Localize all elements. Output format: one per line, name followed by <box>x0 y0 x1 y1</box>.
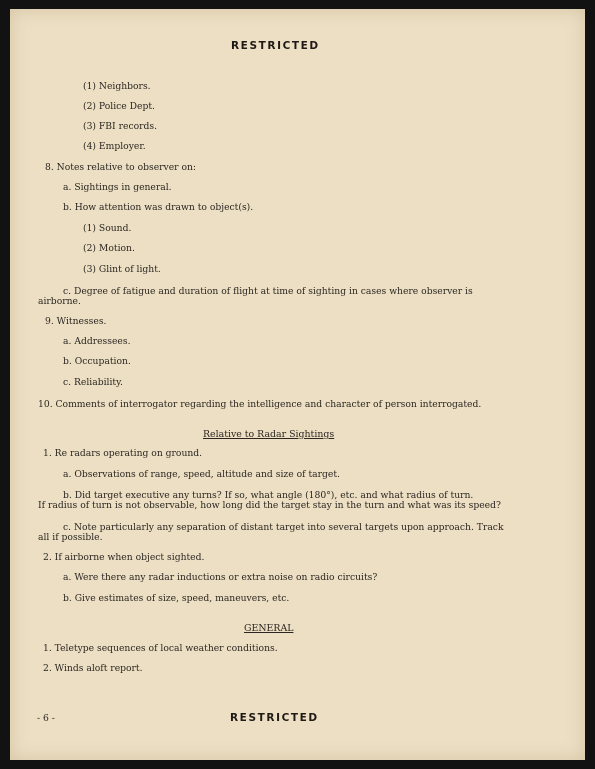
list-item: b. Did target executive any turns? If so, what angle (180°), etc. and what radius of turn. <box>63 490 474 501</box>
list-item: 10. Comments of interrogator regarding the intelligence and character of person interrogated. <box>38 399 482 410</box>
list-item: a. Sightings in general. <box>63 182 172 193</box>
document-page <box>10 9 585 760</box>
section-heading-general: GENERAL <box>244 623 294 634</box>
footer-classification: RESTRICTED <box>230 712 319 724</box>
list-item: airborne. <box>38 296 81 307</box>
list-item: (2) Police Dept. <box>83 101 155 112</box>
list-item: a. Addressees. <box>63 336 131 347</box>
list-item: a. Observations of range, speed, altitude and size of target. <box>63 469 340 480</box>
list-item: 1. Teletype sequences of local weather conditions. <box>43 643 278 654</box>
list-item: (3) FBI records. <box>83 121 158 132</box>
list-item: (1) Neighbors. <box>83 81 151 92</box>
list-item: (3) Glint of light. <box>83 264 161 275</box>
header-classification: RESTRICTED <box>231 40 320 52</box>
list-item: b. Give estimates of size, speed, maneuvers, etc. <box>63 593 290 604</box>
list-item: 2. If airborne when object sighted. <box>43 552 205 563</box>
list-item: b. How attention was drawn to object(s). <box>63 202 254 213</box>
section-heading-radar: Relative to Radar Sightings <box>203 429 335 440</box>
list-item: c. Degree of fatigue and duration of flight at time of sighting in cases where observer is <box>63 286 473 297</box>
list-item: (4) Employer. <box>83 141 146 152</box>
list-item: 9. Witnesses. <box>45 316 107 327</box>
list-item: 8. Notes relative to observer on: <box>45 162 197 173</box>
list-item: If radius of turn is not observable, how long did the target stay in the turn and what was its speed? <box>38 500 501 511</box>
list-item: a. Were there any radar inductions or extra noise on radio circuits? <box>63 572 378 583</box>
list-item: c. Reliability. <box>63 377 123 388</box>
list-item: (1) Sound. <box>83 223 132 234</box>
list-item: (2) Motion. <box>83 243 135 254</box>
list-item: 1. Re radars operating on ground. <box>43 448 203 459</box>
list-item: all if possible. <box>38 532 103 543</box>
list-item: c. Note particularly any separation of distant target into several targets upon approach. Track <box>63 522 504 533</box>
list-item: 2. Winds aloft report. <box>43 663 143 674</box>
list-item: b. Occupation. <box>63 356 131 367</box>
page-number: - 6 - <box>37 713 55 724</box>
